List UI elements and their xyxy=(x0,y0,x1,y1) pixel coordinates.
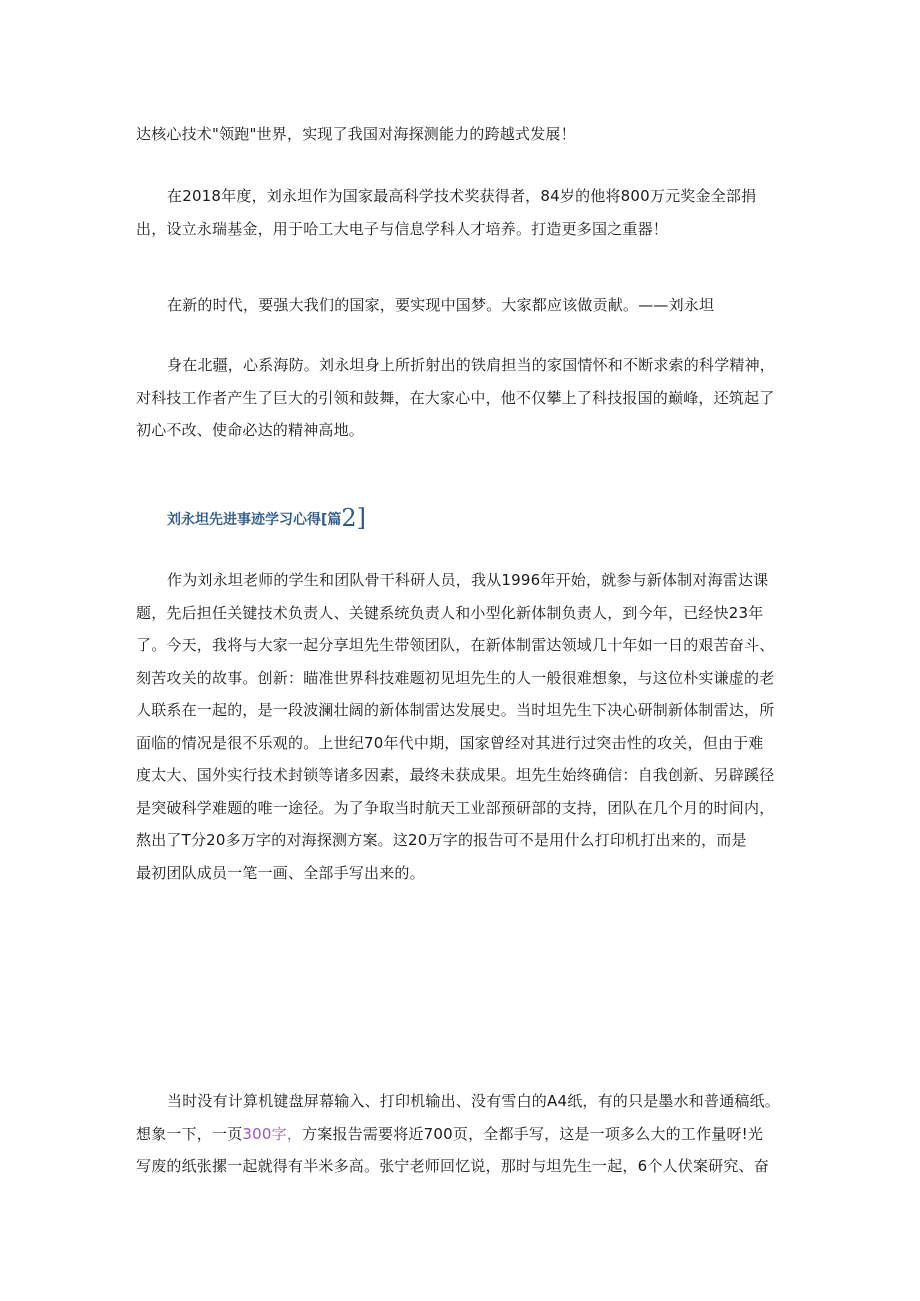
text-line: 题，先后担任关键技术负责人、关键系统负责人和小型化新体制负责人，到今年，已经快23年 xyxy=(136,603,764,622)
heading-text: 刘永坦先进事迹学习心得[篇 xyxy=(167,512,342,528)
text-line: 在2018年度，刘永坦作为国家最高科学技术奖获得者，84岁的他将800万元奖金全部捐 xyxy=(167,187,757,205)
paragraph-6 xyxy=(136,1085,804,1183)
text-line: 当时没有计算机键盘屏幕输入、打印机输出、没有雪白的A4纸，有的只是墨水和普通稿纸。 xyxy=(167,1092,781,1110)
text-line: 在新的时代，要强大我们的国家，要实现中国梦。大家都应该做贡献。——刘永坦 xyxy=(167,296,715,314)
paragraph-4 xyxy=(136,349,804,447)
heading-number: 2] xyxy=(341,504,367,532)
text-line: 面临的情况是很不乐观的。上世纪70年代中期，国家曾经对其进行过突击性的攻关，但由于难 xyxy=(136,733,764,752)
highlighted-text: 300字， xyxy=(242,1124,303,1143)
paragraph-5 xyxy=(136,564,804,889)
text-line: 人联系在一起的，是一段波澜壮阔的新体制雷达发展史。当时坦先生下决心研制新体制雷达，所 xyxy=(136,701,775,719)
text-line: 初心不改、使命必达的精神高地。 xyxy=(136,421,365,439)
text-line: 对科技工作者产生了巨大的引领和鼓舞，在大家心中，他不仅攀上了科技报国的巅峰，还筑起了 xyxy=(136,388,775,407)
text-line: 达核心技术"领跑"世界，实现了我国对海探测能力的跨越式发展！ xyxy=(136,125,576,143)
text-line xyxy=(136,1118,804,1151)
paragraph-3 xyxy=(136,289,804,322)
text-line: 了。今天，我将与大家一起分享坦先生带领团队，在新体制雷达领域几十年如一日的艰苦奋斗、 xyxy=(136,636,775,654)
text-line: 写废的纸张摞一起就得有半米多高。张宁老师回忆说，那时与坦先生一起，6个人伏案研究、奋 xyxy=(136,1157,769,1175)
text-segment: 方案报告需要将近700页，全都手写，这是一项多么大的工作量呀!光 xyxy=(302,1124,764,1143)
text-line: 熬出了T分20多万字的对海探测方案。这20万字的报告可不是用什么打印机打出来的，而是 xyxy=(136,831,747,849)
paragraph-2 xyxy=(136,180,804,245)
text-segment: 想象一下，一页 xyxy=(136,1124,243,1143)
text-line: 最初团队成员一笔一画、全部手写出来的。 xyxy=(136,863,425,882)
paragraph-1 xyxy=(136,118,804,151)
text-line: 是突破科学难题的唯一途径。为了争取当时航天工业部预研部的支持，团队在几个月的时间内， xyxy=(136,798,775,817)
text-line: 度太大、国外实行技术封锁等诸多因素，最终未获成果。坦先生始终确信：自我创新、另辟蹊径 xyxy=(136,766,775,784)
text-line: 出，设立永瑞基金，用于哈工大电子与信息学科人才培养。打造更多国之重器！ xyxy=(136,219,669,238)
text-line: 刻苦攻关的故事。创新：瞄准世界科技难题初见坦先生的人一般很难想象，与这位朴实谦虚的老 xyxy=(136,668,775,687)
section-heading xyxy=(167,503,366,535)
text-line: 身在北疆，心系海防。刘永坦身上所折射出的铁肩担当的家国情怀和不断求索的科学精神， xyxy=(167,356,776,374)
text-line: 作为刘永坦老师的学生和团队骨干科研人员，我从1996年开始，就参与新体制对海雷达课 xyxy=(167,571,769,589)
